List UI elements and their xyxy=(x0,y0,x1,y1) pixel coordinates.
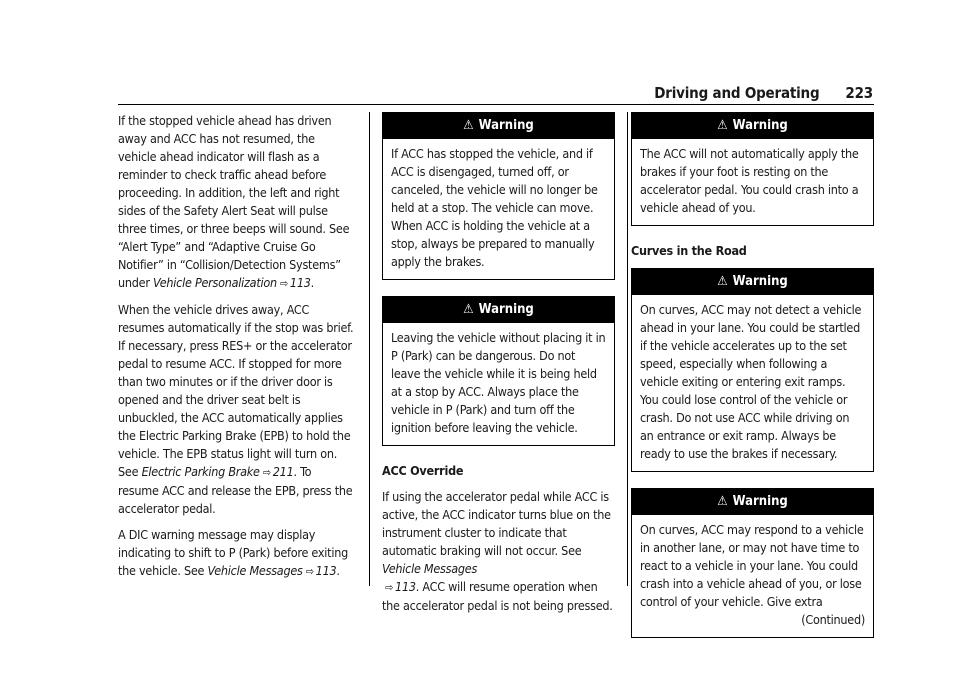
warning-header: ⚠ Warning xyxy=(383,297,614,323)
xref-vehicle-messages[interactable]: Vehicle Messages xyxy=(207,563,303,578)
warning-box xyxy=(631,112,874,226)
warning-triangle-icon: ⚠ xyxy=(717,118,728,133)
section-title: Driving and Operating xyxy=(654,84,820,102)
continued-label: (Continued) xyxy=(801,612,865,627)
warning-box xyxy=(631,488,874,638)
warning-triangle-icon: ⚠ xyxy=(717,274,728,289)
xref-electric-parking-brake[interactable]: Electric Parking Brake xyxy=(141,464,260,479)
warning-text-continued: On curves, ACC may respond to a vehicle in another lane, or may not have time to react to a vehicle in your lane. You could crash into a vehicle ahead of you, or lose control of your vehicle. Give extra (Continued) xyxy=(640,522,865,627)
page-arrow-icon xyxy=(260,464,273,479)
column-divider-1 xyxy=(369,112,370,586)
running-head xyxy=(600,84,873,102)
warning-box xyxy=(631,268,874,472)
page-number: 223 xyxy=(845,84,873,102)
warning-triangle-icon: ⚠ xyxy=(463,118,474,133)
warning-box xyxy=(382,296,615,446)
xref-page[interactable]: 113 xyxy=(395,579,416,594)
xref-vehicle-personalization[interactable]: Vehicle Personalization xyxy=(153,275,277,290)
paragraph-stopped-vehicle: If the stopped vehicle ahead has driven away and ACC has not resumed, the vehicle ahead indicator will flash as a reminder to check traffic ahead before proceeding. In addition, the left and right sides of the Safety Alert Seat will pulse three times, or three beeps will sound. See “Alert Type” and “Adaptive Cruise Go Notifier” in “Collision/Detection Systems” under Vehicle Personalization⇨ 113. xyxy=(118,112,355,293)
warning-text: If ACC has stopped the vehicle, and if ACC is disengaged, turned off, or canceled, the vehicle will no longer be held at a stop. The vehicle can move. When ACC is holding the vehicle at a stop, always be prepared to manually apply the brakes. xyxy=(391,146,598,269)
xref-page[interactable]: 113 xyxy=(289,275,311,290)
paragraph-drive-away: When the vehicle drives away, ACC resumes automatically if the stop was brief. If necessary, press RES+ or the accelerator pedal to resume ACC. If stopped for more than two minutes or if the driver door is opened and the driver seat belt is unbuckled, the ACC automatically applies the Electric Parking Brake (EPB) to hold the vehicle. The EPB status light will turn on. See Electric Parking Brake⇨ 211. To resume ACC and release the EPB, press the accelerator pedal. xyxy=(118,301,355,518)
subheading-curves: Curves in the Road xyxy=(631,243,747,258)
warning-triangle-icon: ⚠ xyxy=(463,302,474,317)
warning-box xyxy=(382,112,615,280)
page-arrow-icon xyxy=(303,563,316,578)
xref-vehicle-messages[interactable]: Vehicle Messages xyxy=(382,561,478,576)
column-1 xyxy=(118,112,355,589)
xref-page[interactable]: 211 xyxy=(272,464,294,479)
warning-text: Leaving the vehicle without placing it in P (Park) can be dangerous. Do not leave the vehicle while it is being held at a stop by ACC. Always place the vehicle in P (Park) and turn off the ignition before leaving the vehicle. xyxy=(391,330,606,435)
warning-text: The ACC will not automatically apply the brakes if your foot is resting on the accelerator pedal. You could crash into a vehicle ahead of you. xyxy=(640,146,859,215)
xref-page[interactable]: 113 xyxy=(315,563,337,578)
warning-header: ⚠ Warning xyxy=(632,489,873,515)
page-arrow-icon xyxy=(277,275,290,290)
page-arrow-icon xyxy=(382,579,395,594)
warning-triangle-icon: ⚠ xyxy=(717,494,728,509)
paragraph-acc-override: If using the accelerator pedal while ACC is active, the ACC indicator turns blue on the instrument cluster to indicate that automatic braking will not occur. See Vehicle Messages ⇨ 113. ACC will resume operation when the accelerator pedal is not being pressed. xyxy=(382,488,615,615)
column-2 xyxy=(382,112,615,623)
subheading-acc-override: ACC Override xyxy=(382,463,464,478)
paragraph-dic-message: A DIC warning message may display indicating to shift to P (Park) before exiting the vehicle. See Vehicle Messages⇨ 113. xyxy=(118,526,355,581)
warning-header: ⚠ Warning xyxy=(383,113,614,139)
column-3 xyxy=(619,112,874,638)
warning-header: ⚠ Warning xyxy=(632,113,873,139)
warning-text: On curves, ACC may not detect a vehicle ahead in your lane. You could be startled if the vehicle accelerates up to the set speed, especially when following a vehicle exiting or entering exit ramps. You could lose control of the vehicle or crash. Do not use ACC while driving on an entrance or exit ramp. Always be ready to use the brakes if necessary. xyxy=(640,302,862,461)
header-rule xyxy=(118,104,874,105)
warning-header: ⚠ Warning xyxy=(632,269,873,295)
